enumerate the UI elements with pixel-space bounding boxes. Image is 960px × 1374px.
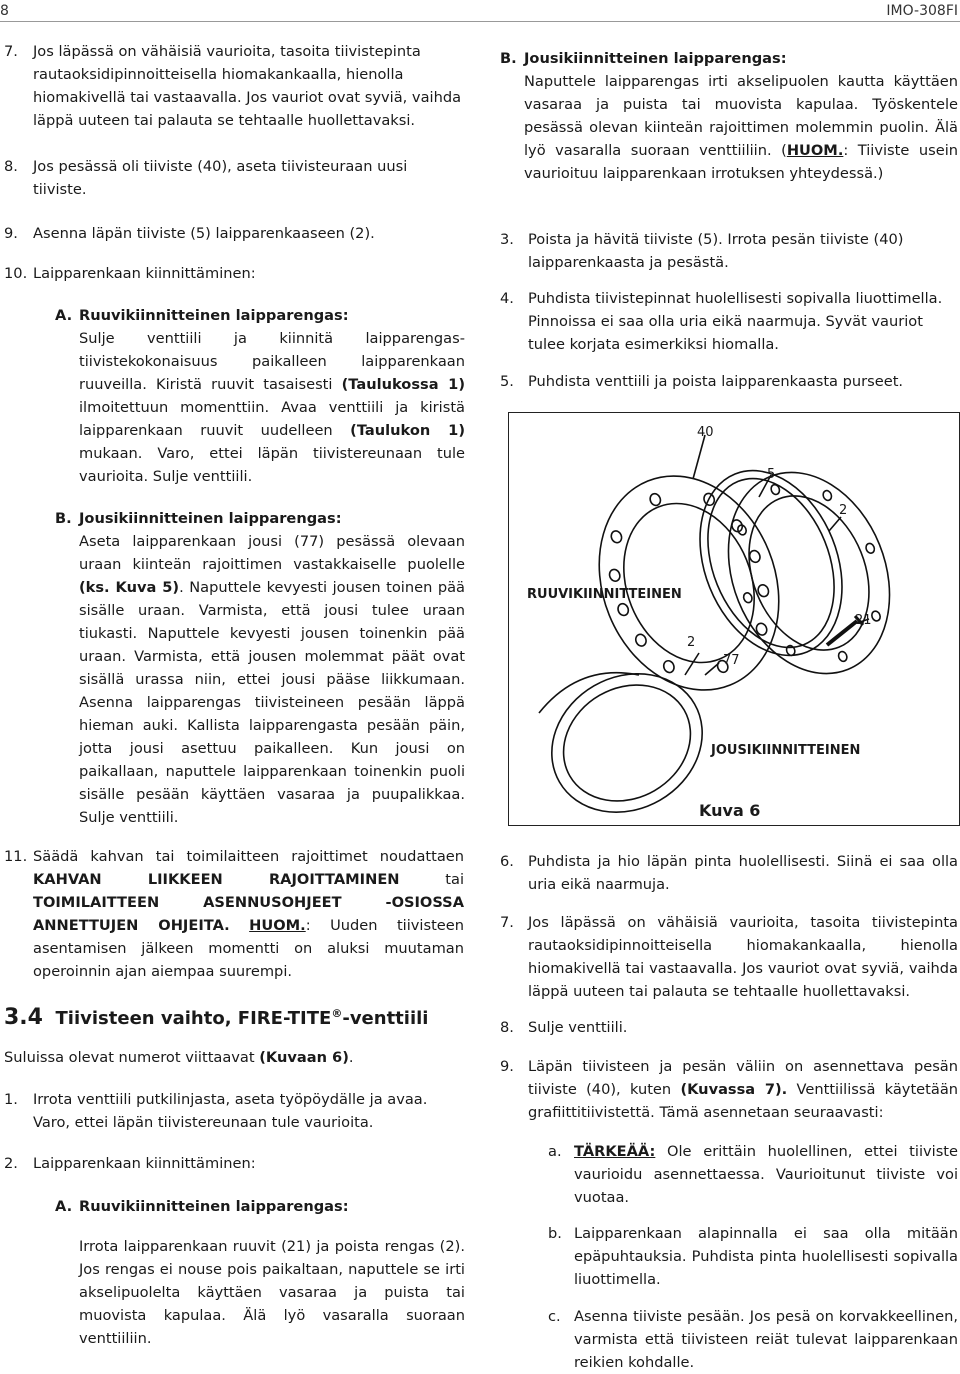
subitem-body: TÄRKEÄÄ: Ole erittäin huolellinen, ettei tiiviste vaurioidu asennettaessa. Vaurioitunut tiiviste voi vuotaa. [574,1143,959,1206]
item-text: Puhdista venttiili ja poista laipparenkaasta purseet. [528,373,904,390]
item-text: Laipparenkaan kiinnittäminen: [33,1155,256,1172]
subitem-body: Asenna tiiviste pesään. Jos pesä on korvakkeellinen, varmista että tiivisteen reiät tulevat laipparenkaan reikien kohdalle. [574,1308,958,1371]
item-number: 6. [500,853,514,870]
subitem-body: Irrota laipparenkaan ruuvit (21) ja poista rengas (2). Jos rengas ei nouse pois paikaltaan, naputtele se irti akselipuolelta käyttäen vasaraa ja puista tai muovista kapulaa. Älä lyö vasaralla suoraan venttiiliin. [79,1238,465,1347]
left-item-7 [4,40,464,132]
right-item-3 [500,228,958,274]
right-item-7 [500,911,958,1003]
section-intro: Suluissa olevat numerot viittaavat (Kuvaan 6). [4,1049,354,1066]
callout-21: 21 [855,613,872,628]
subitem-label: B. [55,510,72,527]
item-text: Sulje venttiili. [528,1019,628,1036]
item-text: Säädä kahvan tai toimilaitteen rajoittimet noudattaen KAHVAN LIIKKEEN RAJOITTAMINEN tai TOIMILAITTEEN ASENNUSOHJEET -OSIOSSA ANNETTUJEN OHJEITA. HUOM.: Uuden tiivisteen asentamisen jälkeen momentti on aluksi muutaman operoinnin ajan aiempaa suurempi. [33,848,465,980]
item-text: Jos läpässä on vähäisiä vaurioita, tasoita tiivistepinta rautaoksidipinnoitteisella hiomakankaalla, hienolla hiomakivellä tai vastaavalla. Jos vauriot ovat syviä, vaihda läppä uuteen tai palauta se tehtaalle huollettavaksi. [33,43,462,129]
subitem-title: Ruuvikiinnitteinen laipparengas: [79,1198,349,1215]
section-title: Tiivisteen vaihto, FIRE-TITE [55,1008,332,1029]
right-subitem-c [548,1305,958,1374]
right-subitem-b [548,1222,958,1291]
item-text: Irrota venttiili putkilinjasta, aseta työpöydälle ja avaa. Varo, ettei läpän tiivistereunaan tule vaurioita. [33,1091,428,1131]
callout-2-lower: 2 [687,635,696,650]
left-subitem-B [55,507,465,829]
item-number: 5. [500,373,514,390]
left-step-2A [55,1195,465,1350]
label-ruuvikiinnitteinen: RUUVIKIINNITTEINEN [527,587,682,602]
item-number: 11. [4,848,28,865]
item-text: Läpän tiivisteen ja pesän väliin on asennettava pesän tiiviste (40), kuten (Kuvassa 7). Venttiilissä käytetään grafiittitiivistettä. Tämä asennetaan seuraavasti: [528,1058,959,1121]
figure-6 [508,412,960,826]
registered-mark: ® [331,1007,343,1020]
right-subitem-a [548,1140,958,1209]
subitem-label: c. [548,1308,561,1325]
item-number: 8. [500,1019,514,1036]
right-item-6 [500,850,958,896]
exploded-view-drawing [509,413,959,825]
item-text: Puhdista tiivistepinnat huolellisesti sopivalla liuottimella. Pinnoissa ei saa olla uria eikä naarmuja. Syvät vauriot tulee korjata esimerkiksi hiomalla. [528,290,943,353]
subitem-title: Jousikiinnitteinen laipparengas: [524,50,787,67]
document-code: IMO-308FI [886,3,958,19]
subitem-label: A. [55,307,73,324]
item-number: 2. [4,1155,18,1172]
callout-77: 77 [723,653,740,668]
subitem-body: Laipparenkaan alapinnalla ei saa olla mitään epäpuhtauksia. Puhdista pinta huolellisesti sopivalla liuottimella. [574,1225,958,1288]
callout-5: 5 [767,467,776,482]
section-heading [4,1002,464,1030]
item-number: 9. [4,225,18,242]
callout-2-upper: 2 [839,503,848,518]
item-text: Puhdista ja hio läpän pinta huolellisesti. Siinä ei saa olla uria eikä naarmuja. [528,853,958,893]
right-item-8 [500,1016,958,1039]
subitem-body: Naputtele laipparengas irti akselipuolen kautta käyttäen vasaraa ja puista tai muovista kapulaa. Työskentele pesässä olevan kiinteän rajoittimen molemmin puolin. Älä lyö vasaralla suoraan venttiiliin. (HUOM.: Tiiviste usein vaurioituu laipparenkaan irrotuksen yhteydessä.) [524,73,958,182]
item-number: 1. [4,1091,18,1108]
right-item-9 [500,1055,958,1124]
left-item-8 [4,155,464,201]
subitem-body: Aseta laipparenkaan jousi (77) pesässä olevaan uraan kiinteän rajoittimen vastakkaiselle puolelle (ks. Kuva 5). Naputtele kevyesti jousen toinen pää sisälle uraan. Varmista, että jousi tulee uraan tiukasti. Naputtele kevyesti jousen toinenkin pää uraan. Varmista, että jousen molemmat päät ovat sisällä urassa niin, ettei jousi pääse liikkumaan. Asenna laipparengas tiivisteineen pesään läppä hieman auki. Kallista laipparengasta pesään päin, jotta jousi asettuu paikalleen. Kun jousi on paikallaan, naputtele laipparenkaan toinenkin puoli sisälle pesään käyttäen vasaraa ja puupalikkaa. Sulje venttiili. [79,533,465,826]
subitem-label: b. [548,1225,562,1242]
item-text: Jos läpässä on vähäisiä vaurioita, tasoita tiivistepinta rautaoksidipinnoitteisella hiomakankaalla, hienolla hiomakivellä tai vastaavalla. Jos vauriot ovat syviä, vaihda läppä uuteen tai palauta se tehtaalle huollettavaksi. [528,914,958,1000]
item-number: 7. [500,914,514,931]
right-item-5 [500,370,958,393]
item-text: Asenna läpän tiiviste (5) laipparenkaaseen (2). [33,225,375,242]
subitem-label: a. [548,1143,562,1160]
item-number: 7. [4,43,18,60]
subitem-body: Sulje venttiili ja kiinnitä laipparengas-tiivistekokonaisuus paikalleen laipparenkaan ruuveilla. Kiristä ruuvit tasaisesti (Taulukossa 1) ilmoitettuun momenttiin. Avaa venttiili ja kiristä laipparenkaan ruuvit uudelleen (Taulukon 1) mukaan. Varo, ettei läpän tiivistereunaan tule vaurioita. Sulje venttiili. [79,330,465,485]
item-number: 8. [4,158,18,175]
right-item-4 [500,287,958,356]
left-item-10 [4,262,464,285]
header-rule [0,21,960,22]
item-number: 10. [4,265,28,282]
left-subitem-A [55,304,465,488]
section-title-end: -venttiili [342,1008,429,1029]
subitem-title: Jousikiinnitteinen laipparengas: [79,510,342,527]
item-number: 9. [500,1058,514,1075]
left-step-2 [4,1152,464,1175]
left-item-9 [4,222,464,245]
subitem-label: A. [55,1198,73,1215]
label-jousikiinnitteinen: JOUSIKIINNITTEINEN [711,743,861,758]
item-number: 3. [500,231,514,248]
item-text: Laipparenkaan kiinnittäminen: [33,265,256,282]
section-number: 3.4 [4,1005,43,1030]
figure-caption: Kuva 6 [699,801,761,820]
item-number: 4. [500,290,514,307]
left-step-1 [4,1088,464,1134]
subitem-title: Ruuvikiinnitteinen laipparengas: [79,307,349,324]
subitem-label: B. [500,50,517,67]
item-text: Poista ja hävitä tiiviste (5). Irrota pesän tiiviste (40) laipparenkaasta ja pesästä. [528,231,904,271]
callout-40: 40 [697,425,714,440]
item-text: Jos pesässä oli tiiviste (40), aseta tiivisteuraan uusi tiiviste. [33,158,408,198]
left-item-11 [4,845,464,983]
page-number: 8 [0,3,9,19]
right-subitem-B [500,47,958,185]
